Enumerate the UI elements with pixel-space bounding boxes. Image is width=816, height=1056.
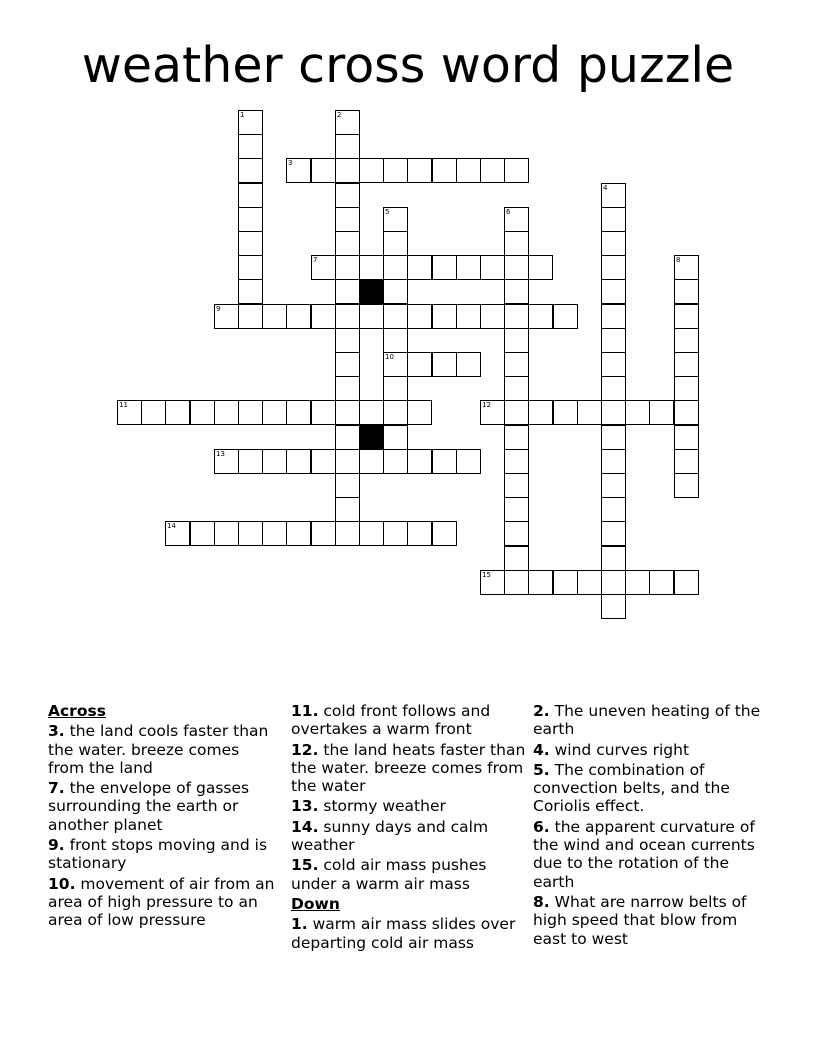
clue-across-14: 14. sunny days and calm weather	[291, 817, 489, 855]
grid-cell[interactable]	[601, 425, 626, 450]
grid-cell[interactable]	[335, 473, 360, 498]
grid-cell[interactable]	[674, 400, 699, 425]
clue-across-12: 12. the land heats faster than the water. breeze comes from the water	[291, 740, 526, 796]
clues-column-1	[48, 702, 280, 932]
grid-cell[interactable]	[407, 352, 432, 377]
clue-number: 15	[482, 571, 491, 579]
grid-cell[interactable]	[335, 497, 360, 522]
grid-cell[interactable]	[238, 304, 263, 329]
grid-cell[interactable]	[674, 376, 699, 401]
grid-cell[interactable]	[504, 400, 529, 425]
grid-cell[interactable]	[601, 183, 626, 208]
grid-cell[interactable]	[335, 183, 360, 208]
grid-cell[interactable]	[674, 304, 699, 329]
grid-cell[interactable]	[649, 570, 674, 595]
grid-cell[interactable]	[335, 110, 360, 135]
grid-cell[interactable]	[359, 400, 384, 425]
grid-cell[interactable]	[407, 158, 432, 183]
grid-cell[interactable]	[674, 255, 699, 280]
grid-cell[interactable]	[335, 521, 360, 546]
grid-cell[interactable]	[432, 521, 457, 546]
clue-number: 3	[288, 159, 293, 167]
grid-cell[interactable]	[504, 570, 529, 595]
grid-cell[interactable]	[190, 400, 215, 425]
grid-cell[interactable]	[432, 449, 457, 474]
grid-cell[interactable]	[480, 400, 505, 425]
clue-down-5: 5. The combination of convection belts, and the Coriolis effect.	[533, 760, 730, 816]
grid-cell[interactable]	[311, 521, 336, 546]
grid-cell[interactable]	[383, 328, 408, 353]
grid-cell[interactable]	[504, 521, 529, 546]
clue-across-7: 7. the envelope of gasses surrounding the earth or another planet	[48, 779, 250, 834]
grid-cell[interactable]	[383, 279, 408, 304]
grid-cell[interactable]	[601, 546, 626, 571]
grid-cell[interactable]	[214, 400, 239, 425]
grid-cell[interactable]	[286, 400, 311, 425]
grid-cell[interactable]	[601, 231, 626, 256]
grid-cell[interactable]	[286, 521, 311, 546]
grid-cell[interactable]	[601, 207, 626, 232]
grid-cell[interactable]	[311, 400, 336, 425]
grid-cell[interactable]	[504, 473, 529, 498]
grid-cell[interactable]	[601, 328, 626, 353]
grid-cell[interactable]	[601, 376, 626, 401]
grid-cell[interactable]	[504, 255, 529, 280]
grid-cell[interactable]	[383, 352, 408, 377]
grid-cell[interactable]	[359, 449, 384, 474]
grid-cell[interactable]	[190, 521, 215, 546]
grid-cell[interactable]	[601, 570, 626, 595]
grid-cell[interactable]	[480, 158, 505, 183]
clue-number: 12	[482, 401, 491, 409]
clues-column-2	[291, 702, 527, 954]
grid-cell[interactable]	[286, 304, 311, 329]
grid-cell[interactable]	[238, 110, 263, 135]
grid-cell[interactable]	[117, 400, 142, 425]
grid-cell[interactable]	[335, 304, 360, 329]
grid-cell[interactable]	[335, 231, 360, 256]
grid-cell[interactable]	[504, 158, 529, 183]
grid-cell[interactable]	[504, 546, 529, 571]
grid-cell[interactable]	[407, 521, 432, 546]
across-heading: Across	[48, 702, 106, 720]
grid-cell[interactable]	[141, 400, 166, 425]
grid-cell[interactable]	[262, 400, 287, 425]
grid-cell[interactable]	[456, 255, 481, 280]
grid-cell[interactable]	[649, 400, 674, 425]
grid-cell[interactable]	[432, 304, 457, 329]
grid-cell[interactable]	[480, 255, 505, 280]
grid-cell[interactable]	[432, 352, 457, 377]
grid-cell[interactable]	[262, 449, 287, 474]
grid-cell[interactable]	[383, 425, 408, 450]
grid-cell[interactable]	[601, 449, 626, 474]
clue-number: 10	[385, 353, 394, 361]
clue-number: 6	[506, 208, 511, 216]
clue-number: 7	[313, 256, 318, 264]
grid-cell[interactable]	[311, 449, 336, 474]
clue-down-1: 1. warm air mass slides over departing cold air mass	[291, 915, 516, 952]
grid-cell[interactable]	[407, 400, 432, 425]
grid-cell[interactable]	[504, 207, 529, 232]
clue-down-4: 4. wind curves right	[533, 740, 690, 759]
grid-cell[interactable]	[528, 255, 553, 280]
grid-cell[interactable]	[504, 376, 529, 401]
grid-cell[interactable]	[674, 279, 699, 304]
clue-number: 14	[167, 522, 176, 530]
clue-number: 8	[676, 256, 681, 264]
grid-cell[interactable]	[504, 425, 529, 450]
down-heading: Down	[291, 894, 340, 913]
grid-cell[interactable]	[335, 449, 360, 474]
grid-cell[interactable]	[238, 207, 263, 232]
grid-cell[interactable]	[601, 352, 626, 377]
grid-cell[interactable]	[359, 255, 384, 280]
grid-cell[interactable]	[674, 473, 699, 498]
grid-cell[interactable]	[432, 255, 457, 280]
grid-cell[interactable]	[383, 400, 408, 425]
clue-number: 11	[119, 401, 128, 409]
grid-cell[interactable]	[238, 231, 263, 256]
grid-cell[interactable]	[674, 570, 699, 595]
grid-cell[interactable]	[286, 158, 311, 183]
black-cell	[359, 279, 384, 304]
grid-cell[interactable]	[238, 183, 263, 208]
grid-cell[interactable]	[214, 449, 239, 474]
grid-cell[interactable]	[456, 352, 481, 377]
grid-cell[interactable]	[601, 304, 626, 329]
grid-cell[interactable]	[674, 449, 699, 474]
grid-cell[interactable]	[335, 400, 360, 425]
grid-cell[interactable]	[480, 570, 505, 595]
grid-cell[interactable]	[407, 449, 432, 474]
grid-cell[interactable]	[456, 158, 481, 183]
grid-cell[interactable]	[262, 304, 287, 329]
grid-cell[interactable]	[165, 521, 190, 546]
clue-number: 2	[337, 111, 342, 119]
clue-across-3: 3. the land cools faster than the water. breeze comes from the land	[48, 722, 269, 777]
grid-cell[interactable]	[432, 158, 457, 183]
clue-across-13: 13. stormy weather	[291, 797, 446, 816]
clue-number: 9	[216, 305, 221, 313]
black-cell	[359, 425, 384, 450]
grid-cell[interactable]	[456, 304, 481, 329]
grid-cell[interactable]	[407, 304, 432, 329]
grid-cell[interactable]	[383, 304, 408, 329]
grid-cell[interactable]	[335, 207, 360, 232]
grid-cell[interactable]	[504, 328, 529, 353]
grid-cell[interactable]	[335, 352, 360, 377]
grid-cell[interactable]	[335, 425, 360, 450]
grid-cell[interactable]	[553, 570, 578, 595]
grid-cell[interactable]	[601, 594, 626, 619]
grid-cell[interactable]	[553, 400, 578, 425]
grid-cell[interactable]	[674, 352, 699, 377]
grid-cell[interactable]	[286, 449, 311, 474]
grid-cell[interactable]	[311, 158, 336, 183]
grid-cell[interactable]	[335, 158, 360, 183]
clue-number: 4	[603, 184, 608, 192]
grid-cell[interactable]	[480, 304, 505, 329]
grid-cell[interactable]	[504, 352, 529, 377]
grid-cell[interactable]	[383, 376, 408, 401]
grid-cell[interactable]	[238, 134, 263, 159]
puzzle-title: weather cross word puzzle	[81, 37, 735, 94]
grid-cell[interactable]	[601, 400, 626, 425]
clue-number: 13	[216, 450, 225, 458]
grid-cell[interactable]	[674, 328, 699, 353]
grid-cell[interactable]	[359, 304, 384, 329]
grid-cell[interactable]	[504, 449, 529, 474]
grid-cell[interactable]	[528, 570, 553, 595]
grid-cell[interactable]	[674, 425, 699, 450]
grid-cell[interactable]	[335, 376, 360, 401]
grid-cell[interactable]	[577, 400, 602, 425]
grid-cell[interactable]	[625, 400, 650, 425]
grid-cell[interactable]	[625, 570, 650, 595]
grid-cell[interactable]	[528, 304, 553, 329]
clue-number: 1	[240, 111, 245, 119]
grid-cell[interactable]	[407, 255, 432, 280]
clue-down-6: 6. the apparent curvature of the wind and ocean currents due to the rotation of the earth	[533, 817, 755, 891]
grid-cell[interactable]	[335, 279, 360, 304]
grid-cell[interactable]	[214, 304, 239, 329]
grid-cell[interactable]	[359, 521, 384, 546]
grid-cell[interactable]	[238, 449, 263, 474]
grid-cell[interactable]	[577, 570, 602, 595]
clue-across-11: 11. cold front follows and overtakes a warm front	[291, 702, 491, 739]
grid-cell[interactable]	[383, 207, 408, 232]
grid-cell[interactable]	[262, 521, 287, 546]
grid-cell[interactable]	[601, 497, 626, 522]
grid-cell[interactable]	[238, 255, 263, 280]
grid-cell[interactable]	[504, 231, 529, 256]
grid-cell[interactable]	[335, 255, 360, 280]
grid-cell[interactable]	[238, 521, 263, 546]
clue-number: 5	[385, 208, 390, 216]
clue-down-2: 2. The uneven heating of the earth	[533, 702, 761, 739]
clue-down-8: 8. What are narrow belts of high speed that blow from east to west	[533, 892, 747, 948]
grid-cell[interactable]	[383, 158, 408, 183]
clue-across-15: 15. cold air mass pushes under a warm air mass	[291, 856, 487, 893]
grid-cell[interactable]	[311, 304, 336, 329]
grid-cell[interactable]	[504, 279, 529, 304]
grid-cell[interactable]	[238, 400, 263, 425]
clues-column-3	[533, 702, 769, 950]
clue-across-10: 10. movement of air from an area of high pressure to an area of low pressure	[48, 874, 275, 930]
grid-cell[interactable]	[601, 521, 626, 546]
grid-cell[interactable]	[238, 279, 263, 304]
grid-cell[interactable]	[214, 521, 239, 546]
grid-cell[interactable]	[383, 231, 408, 256]
grid-cell[interactable]	[238, 158, 263, 183]
grid-cell[interactable]	[601, 473, 626, 498]
grid-cell[interactable]	[359, 158, 384, 183]
clue-across-9: 9. front stops moving and is stationary	[48, 836, 268, 873]
grid-cell[interactable]	[311, 255, 336, 280]
grid-cell[interactable]	[504, 497, 529, 522]
grid-cell[interactable]	[335, 328, 360, 353]
grid-cell[interactable]	[601, 279, 626, 304]
grid-cell[interactable]	[456, 449, 481, 474]
grid-cell[interactable]	[601, 255, 626, 280]
grid-cell[interactable]	[383, 449, 408, 474]
grid-cell[interactable]	[504, 304, 529, 329]
grid-cell[interactable]	[553, 304, 578, 329]
grid-cell[interactable]	[383, 521, 408, 546]
grid-cell[interactable]	[335, 134, 360, 159]
grid-cell[interactable]	[383, 255, 408, 280]
grid-cell[interactable]	[528, 400, 553, 425]
grid-cell[interactable]	[165, 400, 190, 425]
